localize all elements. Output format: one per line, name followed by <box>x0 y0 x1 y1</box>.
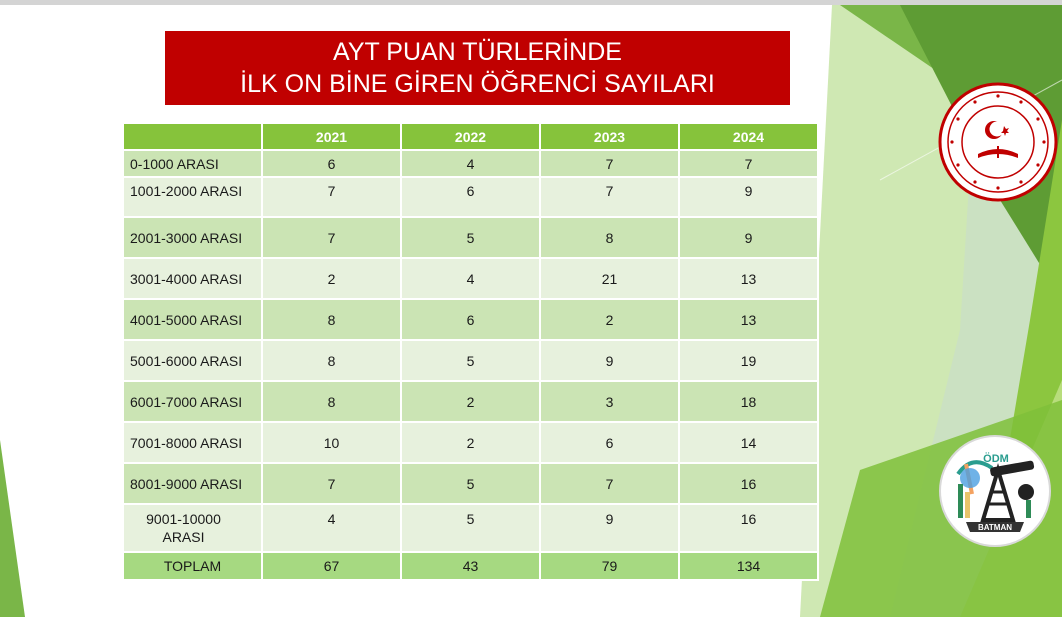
total-cell: 79 <box>540 552 679 580</box>
table-cell: 8 <box>540 217 679 258</box>
table-cell: 7 <box>540 463 679 504</box>
total-row <box>123 552 818 580</box>
table-cell: 5 <box>401 504 540 552</box>
table-cell: 8 <box>262 299 401 340</box>
total-label: TOPLAM <box>123 552 262 580</box>
table-cell: 8 <box>262 340 401 381</box>
odm-logo-text: BATMAN <box>977 523 1013 532</box>
table-row <box>123 177 818 217</box>
table-cell: 2 <box>401 381 540 422</box>
table-cell: 7 <box>262 177 401 217</box>
header-corner <box>123 123 262 150</box>
table-cell: 13 <box>679 258 818 299</box>
table-cell: 7 <box>540 150 679 177</box>
table-cell: 4 <box>401 258 540 299</box>
table-cell: 7 <box>679 150 818 177</box>
table-cell: 10 <box>262 422 401 463</box>
table-row <box>123 340 818 381</box>
table-row <box>123 381 818 422</box>
table-row <box>123 463 818 504</box>
title-banner <box>165 31 790 105</box>
row-label: 4001-5000 ARASI <box>123 299 262 340</box>
total-cell: 67 <box>262 552 401 580</box>
data-table <box>122 122 819 581</box>
table-row <box>123 258 818 299</box>
table-cell: 16 <box>679 504 818 552</box>
header-year: 2023 <box>540 123 679 150</box>
row-label: 6001-7000 ARASI <box>123 381 262 422</box>
table-cell: 6 <box>540 422 679 463</box>
row-label: 2001-3000 ARASI <box>123 217 262 258</box>
table-row <box>123 150 818 177</box>
row-label: 5001-6000 ARASI <box>123 340 262 381</box>
table-cell: 9 <box>679 217 818 258</box>
table-cell: 16 <box>679 463 818 504</box>
meb-seal-logo-icon <box>938 82 1058 202</box>
table-cell: 14 <box>679 422 818 463</box>
title-line-1: AYT PUAN TÜRLERİNDE <box>333 38 622 66</box>
table-cell: 6 <box>262 150 401 177</box>
header-year: 2024 <box>679 123 818 150</box>
table-cell: 2 <box>540 299 679 340</box>
title-line-2: İLK ON BİNE GİREN ÖĞRENCİ SAYILARI <box>240 70 715 98</box>
svg-text:ÖDM: ÖDM <box>983 453 1009 465</box>
table-cell: 4 <box>262 504 401 552</box>
table-cell: 2 <box>262 258 401 299</box>
header-year: 2022 <box>401 123 540 150</box>
table-cell: 21 <box>540 258 679 299</box>
row-label: 7001-8000 ARASI <box>123 422 262 463</box>
table-cell: 7 <box>540 177 679 217</box>
row-label: 3001-4000 ARASI <box>123 258 262 299</box>
table-row <box>123 217 818 258</box>
total-cell: 43 <box>401 552 540 580</box>
table-cell: 9 <box>679 177 818 217</box>
row-label: 1001-2000 ARASI <box>123 177 262 217</box>
row-label: 8001-9000 ARASI <box>123 463 262 504</box>
table-cell: 18 <box>679 381 818 422</box>
table-cell: 5 <box>401 340 540 381</box>
table-cell: 9 <box>540 504 679 552</box>
table-cell: 19 <box>679 340 818 381</box>
table-cell: 9 <box>540 340 679 381</box>
table-cell: 6 <box>401 299 540 340</box>
odm-batman-logo-icon <box>938 434 1052 548</box>
table-row <box>123 422 818 463</box>
table-cell: 7 <box>262 463 401 504</box>
header-year: 2021 <box>262 123 401 150</box>
row-label: 9001-10000 ARASI <box>123 504 262 552</box>
table-cell: 5 <box>401 217 540 258</box>
table-cell: 4 <box>401 150 540 177</box>
row-label: 0-1000 ARASI <box>123 150 262 177</box>
table-cell: 3 <box>540 381 679 422</box>
table-header-row <box>123 123 818 150</box>
table-cell: 8 <box>262 381 401 422</box>
table-cell: 2 <box>401 422 540 463</box>
table-cell: 7 <box>262 217 401 258</box>
table-cell: 6 <box>401 177 540 217</box>
total-cell: 134 <box>679 552 818 580</box>
table-row <box>123 504 818 552</box>
table-row <box>123 299 818 340</box>
table-cell: 5 <box>401 463 540 504</box>
table-cell: 13 <box>679 299 818 340</box>
